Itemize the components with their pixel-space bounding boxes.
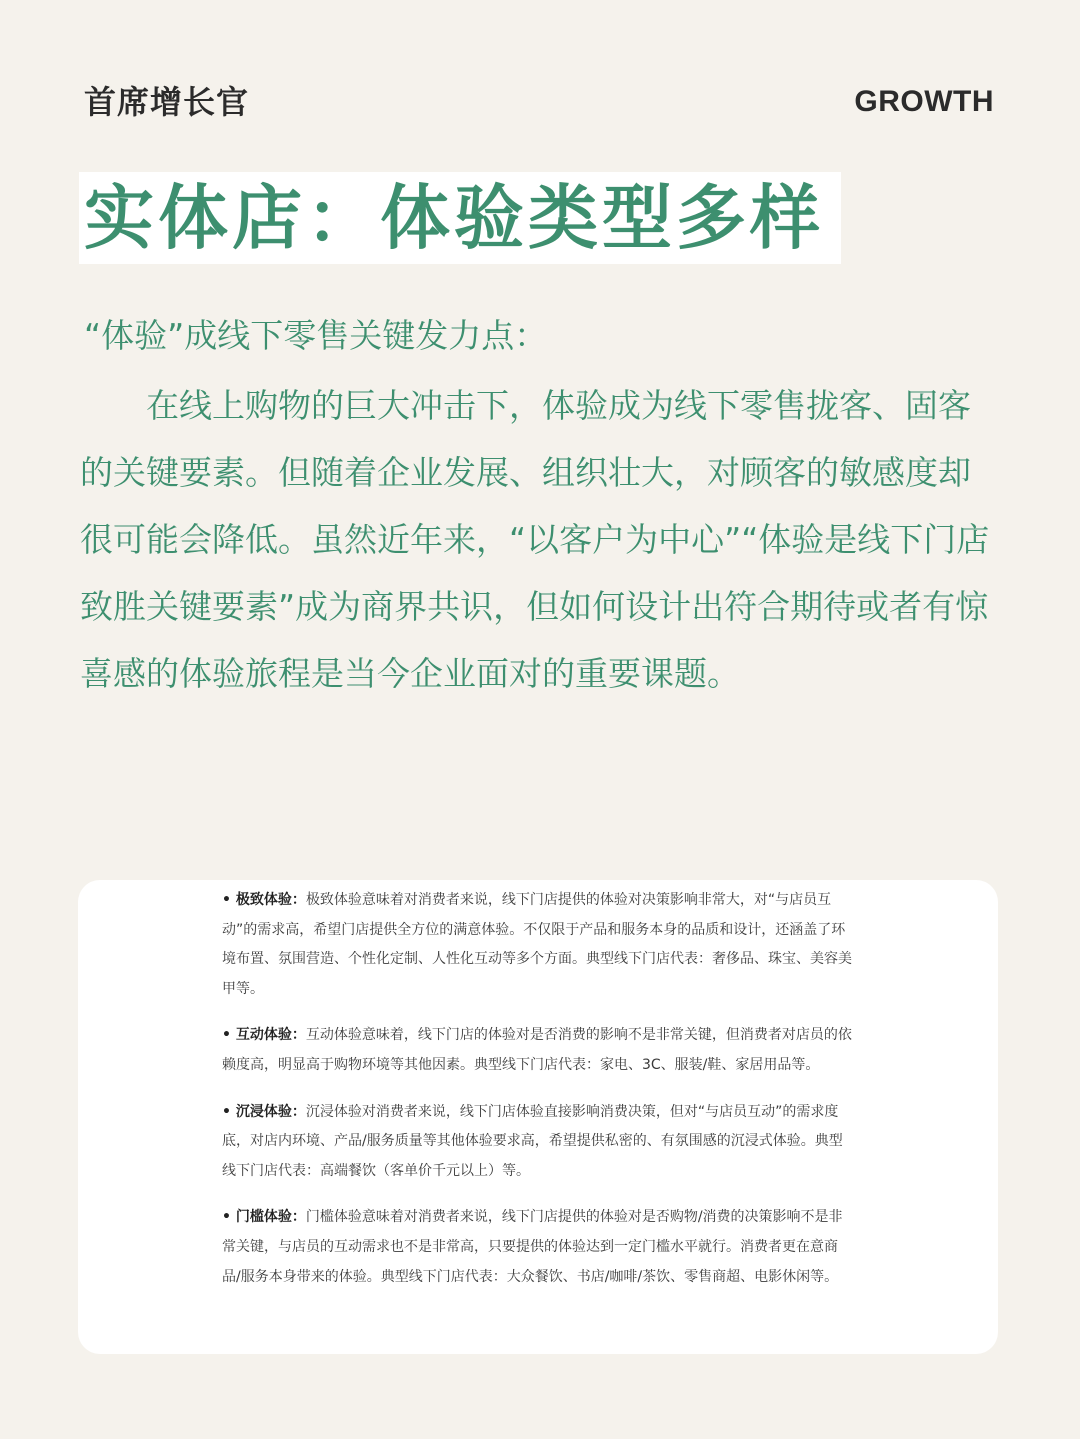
item-text: 门槛体验意味着对消费者来说，线下门店提供的体验对是否购物/消费的决策影响不是非常关键，与店员的互动需求也不是非常高，只要提供的体验达到一定门槛水平就行。消费者更在意商品/服务本身带来的体验。典型线下门店代表：大众餐饮、书店/咖啡/茶饮、零售商超、电影休闲等。: [222, 1209, 843, 1285]
item-text: 极致体验意味着对消费者来说，线下门店提供的体验对决策影响非常大，对“与店员互动”的需求高，希望门店提供全方位的满意体验。不仅限于产品和服务本身的品质和设计，还涵盖了环境布置、氛围营造、个性化定制、人性化互动等多个方面。典型线下门店代表：奢侈品、珠宝、美容美甲等。: [222, 892, 852, 997]
item-text: 沉浸体验对消费者来说，线下门店体验直接影响消费决策，但对“与店员互动”的需求度底，对店内环境、产品/服务质量等其他体验要求高，希望提供私密的、有氛围感的沉浸式体验。典型线下门店代表：高端餐饮（客单价千元以上）等。: [222, 1103, 843, 1179]
page-title: 实体店：体验类型多样: [84, 177, 824, 259]
list-item: [222, 1203, 854, 1292]
list-item: [222, 1021, 854, 1080]
item-heading: • 门槛体验：: [222, 1209, 306, 1226]
brand-name: 首席增长官: [84, 83, 250, 121]
intro-text: 在线上购物的巨大冲击下，体验成为线下零售拢客、固客的关键要素。但随着企业发展、组织壮大，对顾客的敏感度却很可能会降低。虽然近年来，“以客户为中心”“体验是线下门店致胜关键要素”成为商界共识，但如何设计出符合期待或者有惊喜感的体验旅程是当今企业面对的重要课题。: [80, 386, 990, 693]
item-heading: • 沉浸体验：: [222, 1103, 306, 1120]
item-text: 互动体验意味着，线下门店的体验对是否消费的影响不是非常关键，但消费者对店员的依赖度高，明显高于购物环境等其他因素。典型线下门店代表：家电、3C、服装/鞋、家居用品等。: [222, 1027, 852, 1073]
intro-paragraph: [80, 372, 996, 707]
experience-types-list: [222, 886, 854, 1309]
subheading: “体验”成线下零售关键发力点：: [84, 316, 548, 355]
item-heading: • 互动体验：: [222, 1027, 306, 1044]
section-tag: GROWTH: [854, 85, 994, 118]
item-heading: • 极致体验：: [222, 892, 306, 908]
list-item: [222, 886, 854, 1004]
list-item: [222, 1098, 854, 1187]
